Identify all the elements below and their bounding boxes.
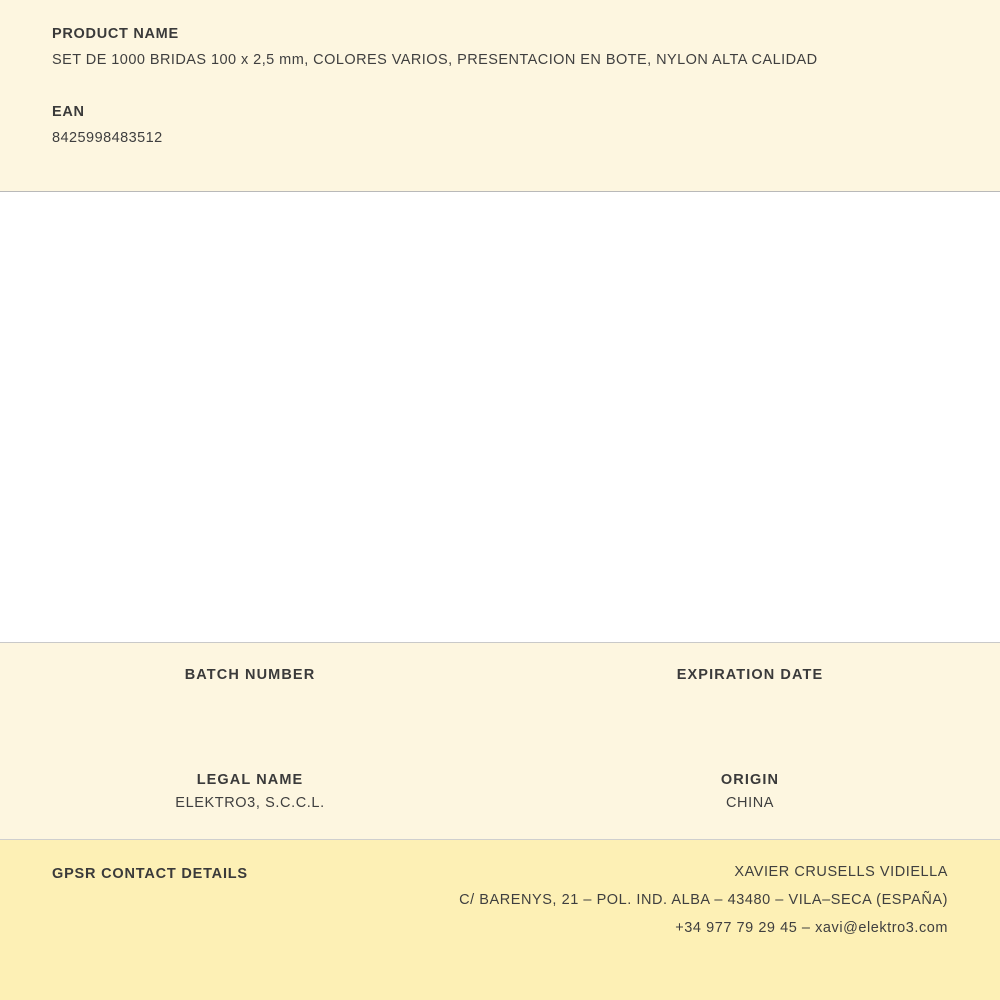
- gpsr-contact-phone-email: +34 977 79 29 45 – xavi@elektro3.com: [675, 920, 948, 936]
- batch-number-value: [10, 690, 490, 708]
- expiration-date-value: [510, 690, 990, 708]
- origin-label: ORIGIN: [720, 772, 780, 788]
- origin-value: CHINA: [725, 795, 775, 811]
- gpsr-contact-title: GPSR CONTACT DETAILS: [52, 866, 248, 882]
- product-name-label: PRODUCT NAME: [52, 26, 179, 42]
- product-name-value: SET DE 1000 BRIDAS 100 x 2,5 mm, COLORES VARIOS, PRESENTACION EN BOTE, NYLON ALTA CALIDAD: [52, 52, 818, 68]
- origin-field: [500, 772, 1000, 813]
- gpsr-contact-section: [0, 840, 1000, 1000]
- legal-name-field: [0, 772, 500, 813]
- product-image-area: [0, 192, 1000, 643]
- expiration-date-label: EXPIRATION DATE: [676, 667, 824, 683]
- gpsr-contact-lines: [459, 864, 948, 936]
- legal-name-label: LEGAL NAME: [196, 772, 304, 788]
- product-header-section: [0, 0, 1000, 192]
- ean-value: 8425998483512: [52, 130, 163, 146]
- ean-field: [52, 104, 948, 146]
- gpsr-contact-name: XAVIER CRUSELLS VIDIELLA: [734, 864, 948, 880]
- ean-label: EAN: [52, 104, 85, 120]
- product-name-field: [52, 26, 948, 68]
- batch-expiration-row: [0, 667, 1000, 708]
- expiration-date-field: [500, 667, 1000, 708]
- product-details-section: [0, 643, 1000, 840]
- gpsr-contact-address: C/ BARENYS, 21 – POL. IND. ALBA – 43480 – VILA–SECA (ESPAÑA): [459, 892, 948, 908]
- batch-number-label: BATCH NUMBER: [184, 667, 316, 683]
- legal-origin-row: [0, 772, 1000, 813]
- batch-number-field: [0, 667, 500, 708]
- legal-name-value: ELEKTRO3, S.C.C.L.: [175, 795, 325, 811]
